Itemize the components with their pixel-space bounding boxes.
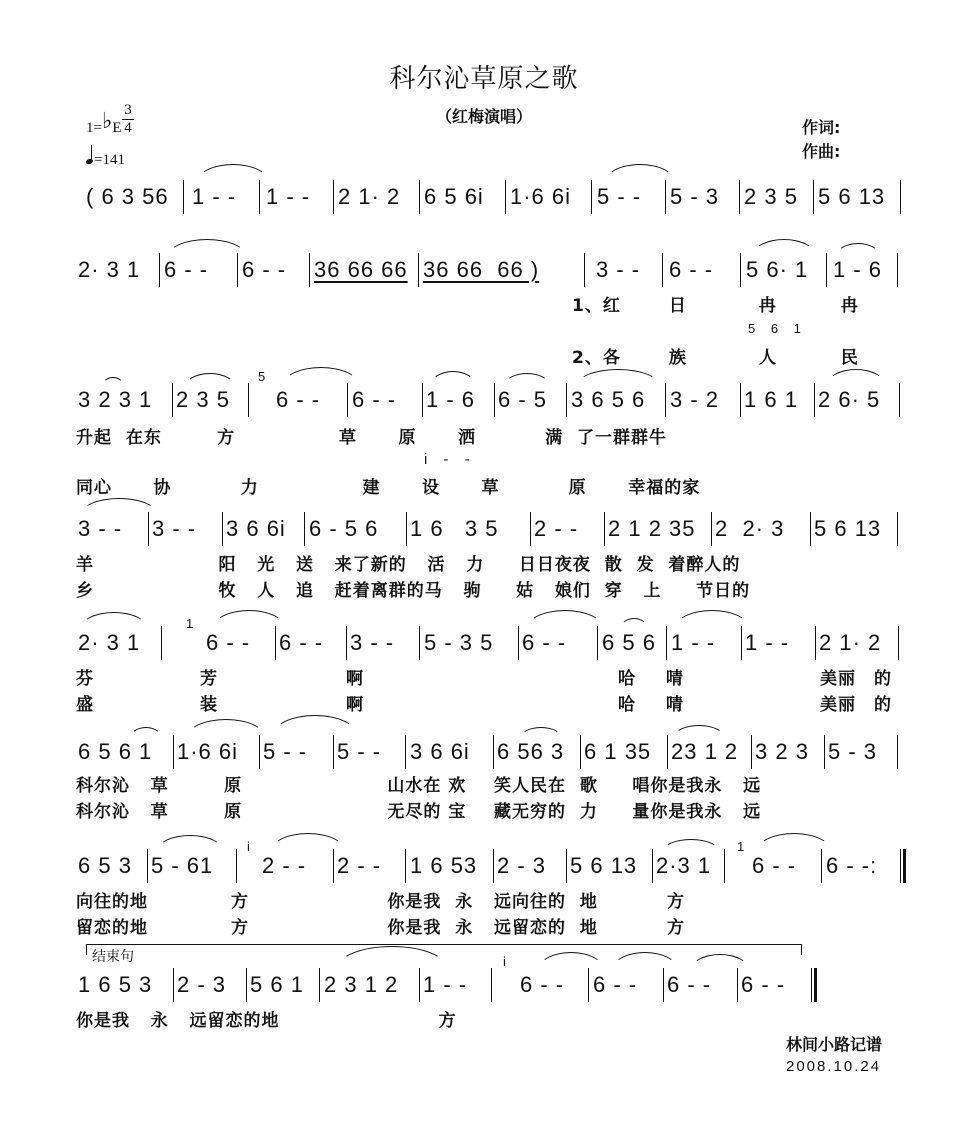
measure: 5 - 61 bbox=[151, 853, 214, 878]
lyric-word: 啨 bbox=[666, 669, 684, 689]
lyric-verse-2: 同心 协 力 建 设 草 原 幸福的家 bbox=[76, 478, 701, 498]
tie-arc bbox=[186, 719, 266, 738]
measure: 1 - 6 bbox=[426, 387, 476, 412]
barline bbox=[493, 849, 494, 883]
measure: 3 - - bbox=[596, 257, 641, 282]
measure: 3 - - bbox=[350, 630, 395, 655]
tie-arc bbox=[576, 369, 660, 386]
measure: 5 - 3 bbox=[828, 739, 878, 764]
barline bbox=[897, 735, 898, 769]
measure: 6 - - bbox=[593, 972, 638, 997]
measure: 5 6 13 bbox=[570, 853, 638, 878]
barline bbox=[494, 383, 495, 417]
lyric-verse-1: 向往的地 方 你是我 永 远向往的 地 方 bbox=[76, 892, 686, 912]
lyric-verse-1: 科尔沁 草 原 山水在 欢 笑人民在 歌 唱你是我永 远 bbox=[76, 776, 762, 796]
tie-arc bbox=[673, 725, 725, 738]
barline bbox=[406, 512, 407, 546]
ending-bracket bbox=[86, 944, 802, 955]
time-sig-bottom: 4 bbox=[124, 120, 132, 136]
tie-arc bbox=[504, 373, 550, 386]
lyric-word: 哈 bbox=[618, 695, 636, 715]
barline bbox=[491, 968, 492, 1002]
barline bbox=[333, 180, 334, 214]
barline bbox=[665, 180, 666, 214]
measure: 6 - 5 6 bbox=[309, 516, 379, 541]
grace-note: 1 bbox=[737, 839, 745, 854]
measure: 36 66 66 bbox=[314, 257, 408, 282]
measure: 5 6 13 bbox=[814, 516, 882, 541]
lyric-verse-1: 你是我 永 远留恋的地 方 bbox=[76, 1011, 457, 1031]
measure: ( 6 3 56 bbox=[86, 184, 169, 209]
measure: 6 1 35 bbox=[584, 739, 652, 764]
tie-arc bbox=[282, 367, 360, 386]
lyric-word: 啨 bbox=[666, 695, 684, 715]
barline bbox=[814, 383, 815, 417]
measure: 3 - - bbox=[78, 516, 123, 541]
barline bbox=[333, 735, 334, 769]
quarter-note-icon bbox=[85, 158, 93, 165]
final-barline-thick bbox=[814, 968, 817, 1002]
barline bbox=[493, 735, 494, 769]
barline bbox=[898, 626, 899, 660]
barline bbox=[405, 849, 406, 883]
measure: 2 1 2 35 bbox=[608, 516, 696, 541]
final-barline bbox=[900, 849, 901, 883]
ossia-notes: i - - bbox=[424, 451, 476, 468]
lyric-word: 啊 bbox=[346, 669, 364, 689]
barline bbox=[751, 735, 752, 769]
tie-arc bbox=[184, 373, 236, 388]
barline bbox=[711, 512, 712, 546]
key-note: E bbox=[112, 120, 122, 136]
tie-arc bbox=[836, 243, 880, 256]
barline bbox=[236, 849, 237, 883]
lyric-word: 日 bbox=[668, 296, 687, 316]
barline bbox=[159, 253, 160, 287]
measure: 6 - - bbox=[352, 387, 397, 412]
tie-arc bbox=[674, 610, 750, 629]
barline bbox=[248, 383, 249, 417]
barline bbox=[518, 626, 519, 660]
barline bbox=[663, 968, 664, 1002]
measure: 6 - - bbox=[164, 257, 209, 282]
tie-arc bbox=[166, 239, 248, 258]
barline bbox=[566, 849, 567, 883]
barline bbox=[309, 253, 310, 287]
measure: 5 - 3 5 bbox=[424, 630, 494, 655]
barline bbox=[897, 253, 898, 287]
tie-arc bbox=[272, 715, 358, 736]
barline bbox=[810, 512, 811, 546]
note-stem bbox=[91, 145, 92, 161]
barline bbox=[505, 180, 506, 214]
measure: 1 - - bbox=[745, 630, 790, 655]
measure: 2 3 5 bbox=[176, 387, 230, 412]
tie-arc bbox=[826, 369, 886, 386]
barline bbox=[148, 512, 149, 546]
performer-subtitle: （红梅演唱） bbox=[435, 107, 532, 126]
measure: 6 - - bbox=[276, 387, 321, 412]
measure: 6 - -: bbox=[826, 853, 878, 878]
measure: 36 66 66 ) bbox=[423, 257, 540, 282]
composer-label: 作曲: bbox=[802, 142, 841, 161]
lyric-word: 1、红 bbox=[572, 296, 621, 316]
lyric-word: 哈 bbox=[618, 669, 636, 689]
measure: 5 6· 1 bbox=[746, 257, 809, 282]
lyric-word: 芳 bbox=[200, 669, 218, 689]
barline bbox=[899, 383, 900, 417]
lyric-word: 美丽 bbox=[820, 669, 856, 689]
measure: 3 2 3 bbox=[755, 739, 809, 764]
measure: 5 - 3 bbox=[670, 184, 720, 209]
measure: 5 6 1 bbox=[250, 972, 304, 997]
measure: 5 6 13 bbox=[818, 184, 886, 209]
barline bbox=[275, 626, 276, 660]
tie-arc bbox=[196, 164, 270, 183]
lyric-word: 的 bbox=[874, 695, 892, 715]
lyric-verse-2: 留恋的地 方 你是我 永 远留恋的 地 方 bbox=[76, 918, 686, 938]
measure: 2 3 5 bbox=[744, 184, 798, 209]
final-barline bbox=[811, 968, 812, 1002]
measure: 3 - - bbox=[152, 516, 197, 541]
barline bbox=[418, 253, 419, 287]
barline bbox=[900, 180, 901, 214]
barline bbox=[724, 849, 725, 883]
lyric-word: 装 bbox=[200, 695, 218, 715]
grace-note: i bbox=[503, 954, 506, 969]
lyric-word: 冉 bbox=[840, 296, 859, 316]
measure: 2· 3 1 bbox=[78, 630, 141, 655]
barline bbox=[346, 626, 347, 660]
barline bbox=[667, 735, 668, 769]
lyric-word: 人 bbox=[758, 348, 777, 368]
measure: 6 - - bbox=[520, 972, 565, 997]
tempo-value: =141 bbox=[94, 152, 125, 168]
ending-label: 结束句 bbox=[92, 949, 134, 965]
measure: 6 - - bbox=[669, 257, 714, 282]
measure: 2 - 3 bbox=[497, 853, 547, 878]
lyric-word: 的 bbox=[874, 669, 892, 689]
barline bbox=[741, 626, 742, 660]
measure: 3 6 6i bbox=[410, 739, 470, 764]
barline bbox=[259, 735, 260, 769]
barline bbox=[419, 968, 420, 1002]
measure: 2 1· 2 bbox=[819, 630, 882, 655]
tie-arc bbox=[604, 164, 676, 183]
tie-arc bbox=[156, 835, 224, 852]
barline bbox=[347, 383, 348, 417]
barline bbox=[584, 253, 585, 287]
measure: 5 - - bbox=[337, 739, 382, 764]
barline bbox=[147, 849, 148, 883]
barline bbox=[824, 735, 825, 769]
lyricist-label: 作词: bbox=[802, 118, 841, 137]
measure: 1 6 1 bbox=[744, 387, 798, 412]
measure: 6 5 3 bbox=[78, 853, 132, 878]
lyric-word: 族 bbox=[668, 348, 687, 368]
transcription-date: 2008.10.24 bbox=[786, 1058, 882, 1075]
barline bbox=[815, 626, 816, 660]
barline bbox=[604, 512, 605, 546]
measure: 2· 3 1 bbox=[78, 257, 141, 282]
barline bbox=[173, 735, 174, 769]
barline bbox=[597, 626, 598, 660]
measure: 6 - - bbox=[667, 972, 712, 997]
barline bbox=[405, 735, 406, 769]
credits bbox=[802, 116, 840, 164]
measure: 6 - - bbox=[522, 630, 567, 655]
lyric-verse-1: 升起 在东 方 草 原 洒 满 了一群群牛 bbox=[76, 428, 668, 448]
tie-arc bbox=[756, 833, 832, 852]
measure: 1·6 6i bbox=[510, 184, 572, 209]
lyric-word: 芬 bbox=[76, 669, 94, 689]
measure: 1 - 6 bbox=[833, 257, 883, 282]
tie-arc bbox=[80, 612, 148, 629]
measure: 6 5 6i bbox=[424, 184, 484, 209]
ossia-notes: 5 6 1 bbox=[748, 321, 807, 336]
measure: 2 - 3 bbox=[177, 972, 227, 997]
measure: 1 - - bbox=[423, 972, 468, 997]
tie-arc bbox=[80, 498, 158, 515]
lyric-word: 2、各 bbox=[572, 348, 621, 368]
barline bbox=[666, 626, 667, 660]
measure: 1·6 6i bbox=[177, 739, 239, 764]
final-barline-thick bbox=[903, 849, 906, 883]
lyric-verse-2 bbox=[572, 343, 859, 368]
barline bbox=[259, 180, 260, 214]
measure: 3 6 6i bbox=[226, 516, 286, 541]
barline bbox=[591, 180, 592, 214]
tie-arc bbox=[526, 610, 604, 629]
tempo-marking bbox=[86, 148, 125, 169]
barline bbox=[422, 383, 423, 417]
measure: 1 6 53 bbox=[410, 853, 478, 878]
barline bbox=[319, 968, 320, 1002]
measure: 6 - - bbox=[242, 257, 287, 282]
measure: 6 - - bbox=[752, 853, 797, 878]
time-sig-top: 3 bbox=[124, 102, 132, 118]
measure: 5 - - bbox=[263, 739, 308, 764]
measure: 2 1· 2 bbox=[338, 184, 401, 209]
measure: 2 - - bbox=[337, 853, 382, 878]
measure: 6 - - bbox=[741, 972, 786, 997]
lyric-word: 啊 bbox=[346, 695, 364, 715]
measure: 6 5 6 bbox=[602, 630, 656, 655]
song-title: 科尔沁草原之歌 bbox=[389, 64, 579, 94]
grace-note: 1 bbox=[186, 616, 194, 631]
lyric-word: 冉 bbox=[758, 296, 777, 316]
lyric-verse-1: 羊 阳 光 送 来了新的 活 力 日日夜夜 散 发 着醉人的 bbox=[76, 555, 741, 575]
lyric-verse-2 bbox=[76, 690, 892, 715]
measure: 23 1 2 bbox=[671, 739, 739, 764]
barline bbox=[588, 968, 589, 1002]
lyric-verse-2: 科尔沁 草 原 无尽的 宝 藏无穷的 力 量你是我永 远 bbox=[76, 802, 762, 822]
lyric-word: 民 bbox=[840, 348, 859, 368]
tie-arc bbox=[520, 727, 562, 738]
measure: 6 - - bbox=[279, 630, 324, 655]
lyric-word: 盛 bbox=[76, 695, 94, 715]
flat-icon: ♭ bbox=[101, 108, 113, 133]
barline bbox=[737, 968, 738, 1002]
measure: 5 - - bbox=[597, 184, 642, 209]
measure: 6 - - bbox=[206, 630, 251, 655]
barline bbox=[652, 849, 653, 883]
key-signature bbox=[86, 108, 122, 138]
measure: 1 - - bbox=[192, 184, 237, 209]
lyric-verse-2: 乡 牧 人 追 赶着离群的马 驹 姑 娘们 穿 上 节日的 bbox=[76, 581, 751, 601]
lyric-verse-1 bbox=[572, 291, 859, 316]
measure: 2 - - bbox=[262, 853, 307, 878]
barline bbox=[246, 968, 247, 1002]
measure: 6 5 6 1 bbox=[78, 739, 153, 764]
barline bbox=[665, 383, 666, 417]
barline bbox=[419, 180, 420, 214]
barline bbox=[740, 383, 741, 417]
tie-arc bbox=[662, 839, 720, 852]
barline bbox=[580, 735, 581, 769]
tie-arc bbox=[752, 239, 816, 256]
measure: 2 2· 3 bbox=[715, 516, 785, 541]
barline bbox=[183, 180, 184, 214]
tie-arc bbox=[102, 377, 124, 386]
grace-note: 5 bbox=[258, 369, 266, 384]
measure: 6 56 3 bbox=[497, 739, 565, 764]
barline bbox=[897, 512, 898, 546]
measure: 1 6 3 5 bbox=[410, 516, 499, 541]
lyric-word: 美丽 bbox=[820, 695, 856, 715]
barline bbox=[826, 253, 827, 287]
lyric-verse-1 bbox=[76, 664, 892, 689]
barline bbox=[237, 253, 238, 287]
measure: 3 - 2 bbox=[670, 387, 720, 412]
measure: 2 6· 5 bbox=[818, 387, 881, 412]
barline bbox=[173, 968, 174, 1002]
barline bbox=[740, 253, 741, 287]
transcriber-credit: 林间小路记谱 bbox=[786, 1035, 883, 1054]
tie-arc bbox=[620, 618, 648, 629]
measure: 1 6 5 3 bbox=[78, 972, 153, 997]
barline bbox=[739, 180, 740, 214]
measure: 3 2 3 1 bbox=[78, 387, 153, 412]
key-label: 1= bbox=[86, 120, 102, 136]
tie-arc bbox=[690, 954, 750, 971]
barline bbox=[161, 626, 162, 660]
barline bbox=[304, 512, 305, 546]
barline bbox=[813, 180, 814, 214]
measure: 1 - - bbox=[671, 630, 716, 655]
barline bbox=[821, 849, 822, 883]
tie-arc bbox=[130, 727, 162, 738]
barline bbox=[419, 626, 420, 660]
barline bbox=[662, 253, 663, 287]
tie-arc bbox=[430, 371, 476, 386]
barline bbox=[333, 849, 334, 883]
time-signature bbox=[122, 103, 134, 136]
tie-arc bbox=[270, 833, 346, 852]
measure: 2 3 1 2 bbox=[324, 972, 399, 997]
measure: 3 6 5 6 bbox=[571, 387, 646, 412]
measure: 2·3 1 bbox=[656, 853, 712, 878]
tie-arc bbox=[212, 610, 286, 629]
grace-note: i bbox=[247, 839, 250, 854]
barline bbox=[222, 512, 223, 546]
measure: 2 - - bbox=[534, 516, 579, 541]
barline bbox=[172, 383, 173, 417]
barline bbox=[530, 512, 531, 546]
barline bbox=[566, 383, 567, 417]
measure: 6 - 5 bbox=[498, 387, 548, 412]
measure: 1 - - bbox=[266, 184, 311, 209]
